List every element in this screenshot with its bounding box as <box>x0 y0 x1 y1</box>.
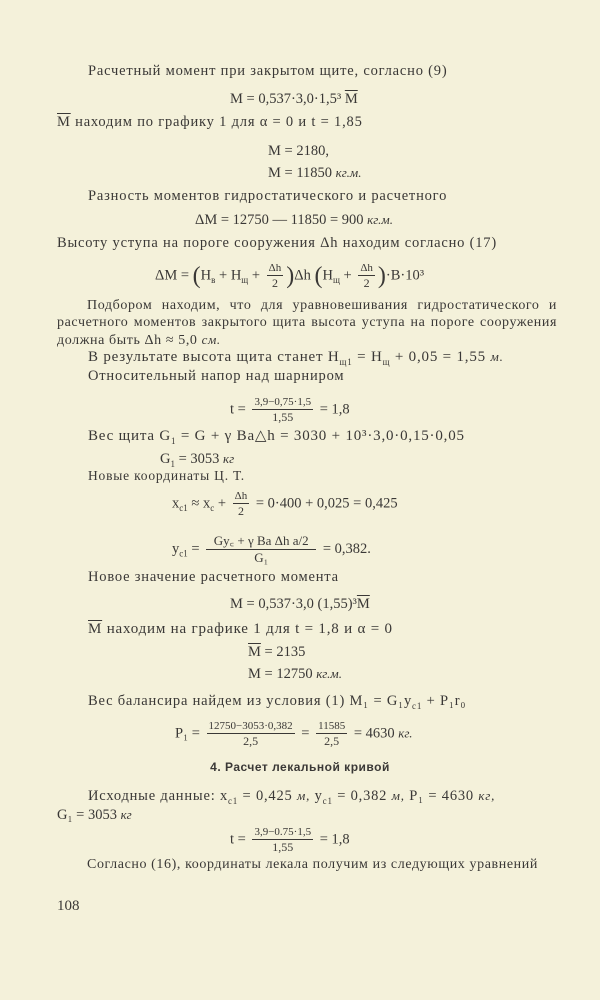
formula-part: $\overline{M}$ <box>356 596 370 612</box>
formula-part: = 0,382. <box>319 540 371 557</box>
formula-part: = 0·400 + 0,025 = 0,425 <box>252 495 398 512</box>
formula <box>268 164 361 182</box>
denominator: 2 <box>271 276 278 290</box>
fraction <box>206 533 316 566</box>
formula <box>57 806 132 824</box>
numerator: 11585 <box>318 720 346 732</box>
text-line: Относительный напор над шарниром <box>88 368 345 384</box>
text: Подбором находим, что для уравновешивания гидростатического и расчетного моментов закрытого щита высота уступа на пороге сооружения должна быть Δh ≈ 5,0 <box>57 298 557 348</box>
formula-part: t = <box>230 831 250 848</box>
unit: кг.м. <box>367 212 393 227</box>
formula-part: ≈ x <box>187 495 211 512</box>
text: = H <box>352 349 383 365</box>
text-line: Разность моментов гидростатического и расчетного <box>88 188 448 204</box>
text: В результате высота щита станет H <box>88 349 340 365</box>
numerator: Δh <box>268 262 282 274</box>
page-number: 108 <box>57 898 80 914</box>
formula <box>230 90 358 108</box>
formula-part: P₁ = <box>175 725 204 742</box>
formula <box>155 262 424 290</box>
unit: кг <box>223 451 235 466</box>
numerator: 3,9−0.75·1,5 <box>254 826 312 838</box>
unit: кг <box>120 807 132 822</box>
formula-part: = <box>187 540 204 557</box>
text: P₁ = 4630 <box>404 788 479 804</box>
formula <box>230 595 370 613</box>
subscript: щ <box>382 357 391 367</box>
subscript: щ <box>241 275 249 286</box>
paragraph <box>57 297 557 349</box>
formula-part: H <box>200 267 212 284</box>
formula-part: M = 12750 <box>248 666 317 682</box>
subscript: щ1 <box>339 357 353 367</box>
subscript: c <box>210 503 215 514</box>
formula-part: + H <box>215 267 242 284</box>
formula <box>248 665 342 683</box>
formula-part: + <box>214 495 230 512</box>
unit: кг. <box>398 725 413 741</box>
formula-part: $\overline{M}$ <box>88 621 103 637</box>
formula-part: $\overline{M}$ <box>344 91 358 107</box>
paren: ) <box>286 263 295 289</box>
formula-part: = 4630 <box>350 725 399 742</box>
numerator: 3,9−0,75·1,5 <box>254 396 312 408</box>
formula-part: x <box>172 495 180 512</box>
fraction <box>358 262 375 290</box>
unit: кг.м. <box>316 666 342 681</box>
numerator: Δh <box>360 262 373 274</box>
subscript: 1 <box>171 436 177 446</box>
text: = 0,382 <box>332 788 392 804</box>
denominator: 1,55 <box>272 840 294 854</box>
text-line: Высоту уступа на пороге сооружения Δh находим согласно (17) <box>57 235 497 251</box>
fraction <box>267 262 284 290</box>
numerator: Δh <box>234 490 248 502</box>
formula-part: $\overline{M}$ <box>248 644 261 660</box>
formula <box>172 490 398 518</box>
formula-part: = <box>297 725 314 742</box>
text: Вес балансира найдем из условия (1) M₁ = G₁y <box>88 693 413 709</box>
subscript: c1 <box>412 700 423 711</box>
formula-part: = 2135 <box>260 644 306 660</box>
text-line: Новые координаты Ц. Т. <box>88 468 245 483</box>
formula-part: ΔM = <box>155 267 193 284</box>
numerator: Gy꜀ + γ Ba Δh a/2 <box>206 533 316 550</box>
formula: M = 2180, <box>268 143 329 159</box>
text-line <box>57 113 363 131</box>
text-line <box>88 692 466 715</box>
formula <box>248 643 305 661</box>
subscript: c1 <box>322 795 333 806</box>
fraction <box>207 720 295 748</box>
subscript: 1 <box>170 458 175 469</box>
formula-part: + <box>339 267 356 284</box>
text-line <box>88 427 465 450</box>
denominator: 1,55 <box>272 410 294 424</box>
unit: кг.м. <box>335 165 362 180</box>
formula-part: y <box>172 540 180 557</box>
text: y <box>310 788 323 804</box>
formula-part: G₁ = 3053 <box>57 807 121 823</box>
formula-part: M = 0,537·3,0 (1,55)³ <box>230 596 357 612</box>
paren: ) <box>377 263 386 289</box>
text-line: Новое значение расчетного момента <box>88 569 339 585</box>
denominator: 2,5 <box>243 734 259 748</box>
denominator: 2 <box>363 276 370 290</box>
text-line: Расчетный момент при закрытом щите, согласно (9) <box>88 63 448 79</box>
formula-part: M = 11850 <box>268 165 336 181</box>
text-line <box>88 620 393 638</box>
unit: м, <box>391 788 405 803</box>
fraction <box>252 396 313 424</box>
fraction <box>233 490 250 518</box>
formula-part: ·B·10³ <box>385 267 425 284</box>
fraction <box>252 826 313 854</box>
formula-part: = 1,8 <box>316 401 350 418</box>
formula-part: M = 0,537·3,0·1,5³ <box>230 91 345 107</box>
formula-part: Δh <box>294 267 315 284</box>
formula-part: t = <box>230 401 250 418</box>
text: = 0,425 <box>238 788 298 804</box>
subscript: щ <box>332 275 340 286</box>
section-heading: 4. Расчет лекальной кривой <box>210 760 390 774</box>
formula <box>172 533 371 566</box>
formula-part: + <box>248 267 264 284</box>
unit: кг, <box>478 788 496 803</box>
text: Исходные данные: x <box>88 788 229 804</box>
text: Вес щита G <box>88 428 171 444</box>
formula-part: H <box>322 267 333 284</box>
unit: м, <box>297 788 311 803</box>
denominator: 2,5 <box>324 734 340 748</box>
formula <box>230 826 350 854</box>
subscript: c1 <box>179 503 188 514</box>
denominator: 2 <box>237 504 244 518</box>
denominator: G₁ <box>254 550 269 565</box>
formula-part: G <box>160 451 171 467</box>
numerator: 12750−3053·0,382 <box>208 720 293 732</box>
text: + P₁r₀ <box>422 693 467 709</box>
formula-part: ΔM = 12750 — 11850 = 900 <box>195 212 368 228</box>
text-line <box>88 787 495 810</box>
fraction <box>316 720 347 748</box>
paren: ( <box>192 263 201 289</box>
text: находим на графике 1 для t = 1,8 и α = 0 <box>102 621 393 637</box>
formula <box>195 211 393 229</box>
formula <box>230 396 350 424</box>
unit: м. <box>490 349 504 364</box>
text: находим по графику 1 для α = 0 и t = 1,85 <box>70 114 363 130</box>
subscript: в <box>211 275 216 286</box>
formula <box>175 720 413 748</box>
paragraph: Согласно (16), координаты лекала получим из следующих уравнений <box>87 857 538 872</box>
formula-part: $\overline{M}$ <box>57 114 71 130</box>
formula-part: = 3053 <box>174 451 224 467</box>
text: + 0,05 = 1,55 <box>390 349 491 365</box>
paren: ( <box>314 263 323 289</box>
text: = G + γ Ba△h = 3030 + 10³·3,0·0,15·0,05 <box>176 428 465 444</box>
unit: см. <box>201 332 221 347</box>
subscript: c1 <box>228 795 239 806</box>
subscript: c1 <box>179 548 188 559</box>
formula-part: = 1,8 <box>316 831 350 848</box>
